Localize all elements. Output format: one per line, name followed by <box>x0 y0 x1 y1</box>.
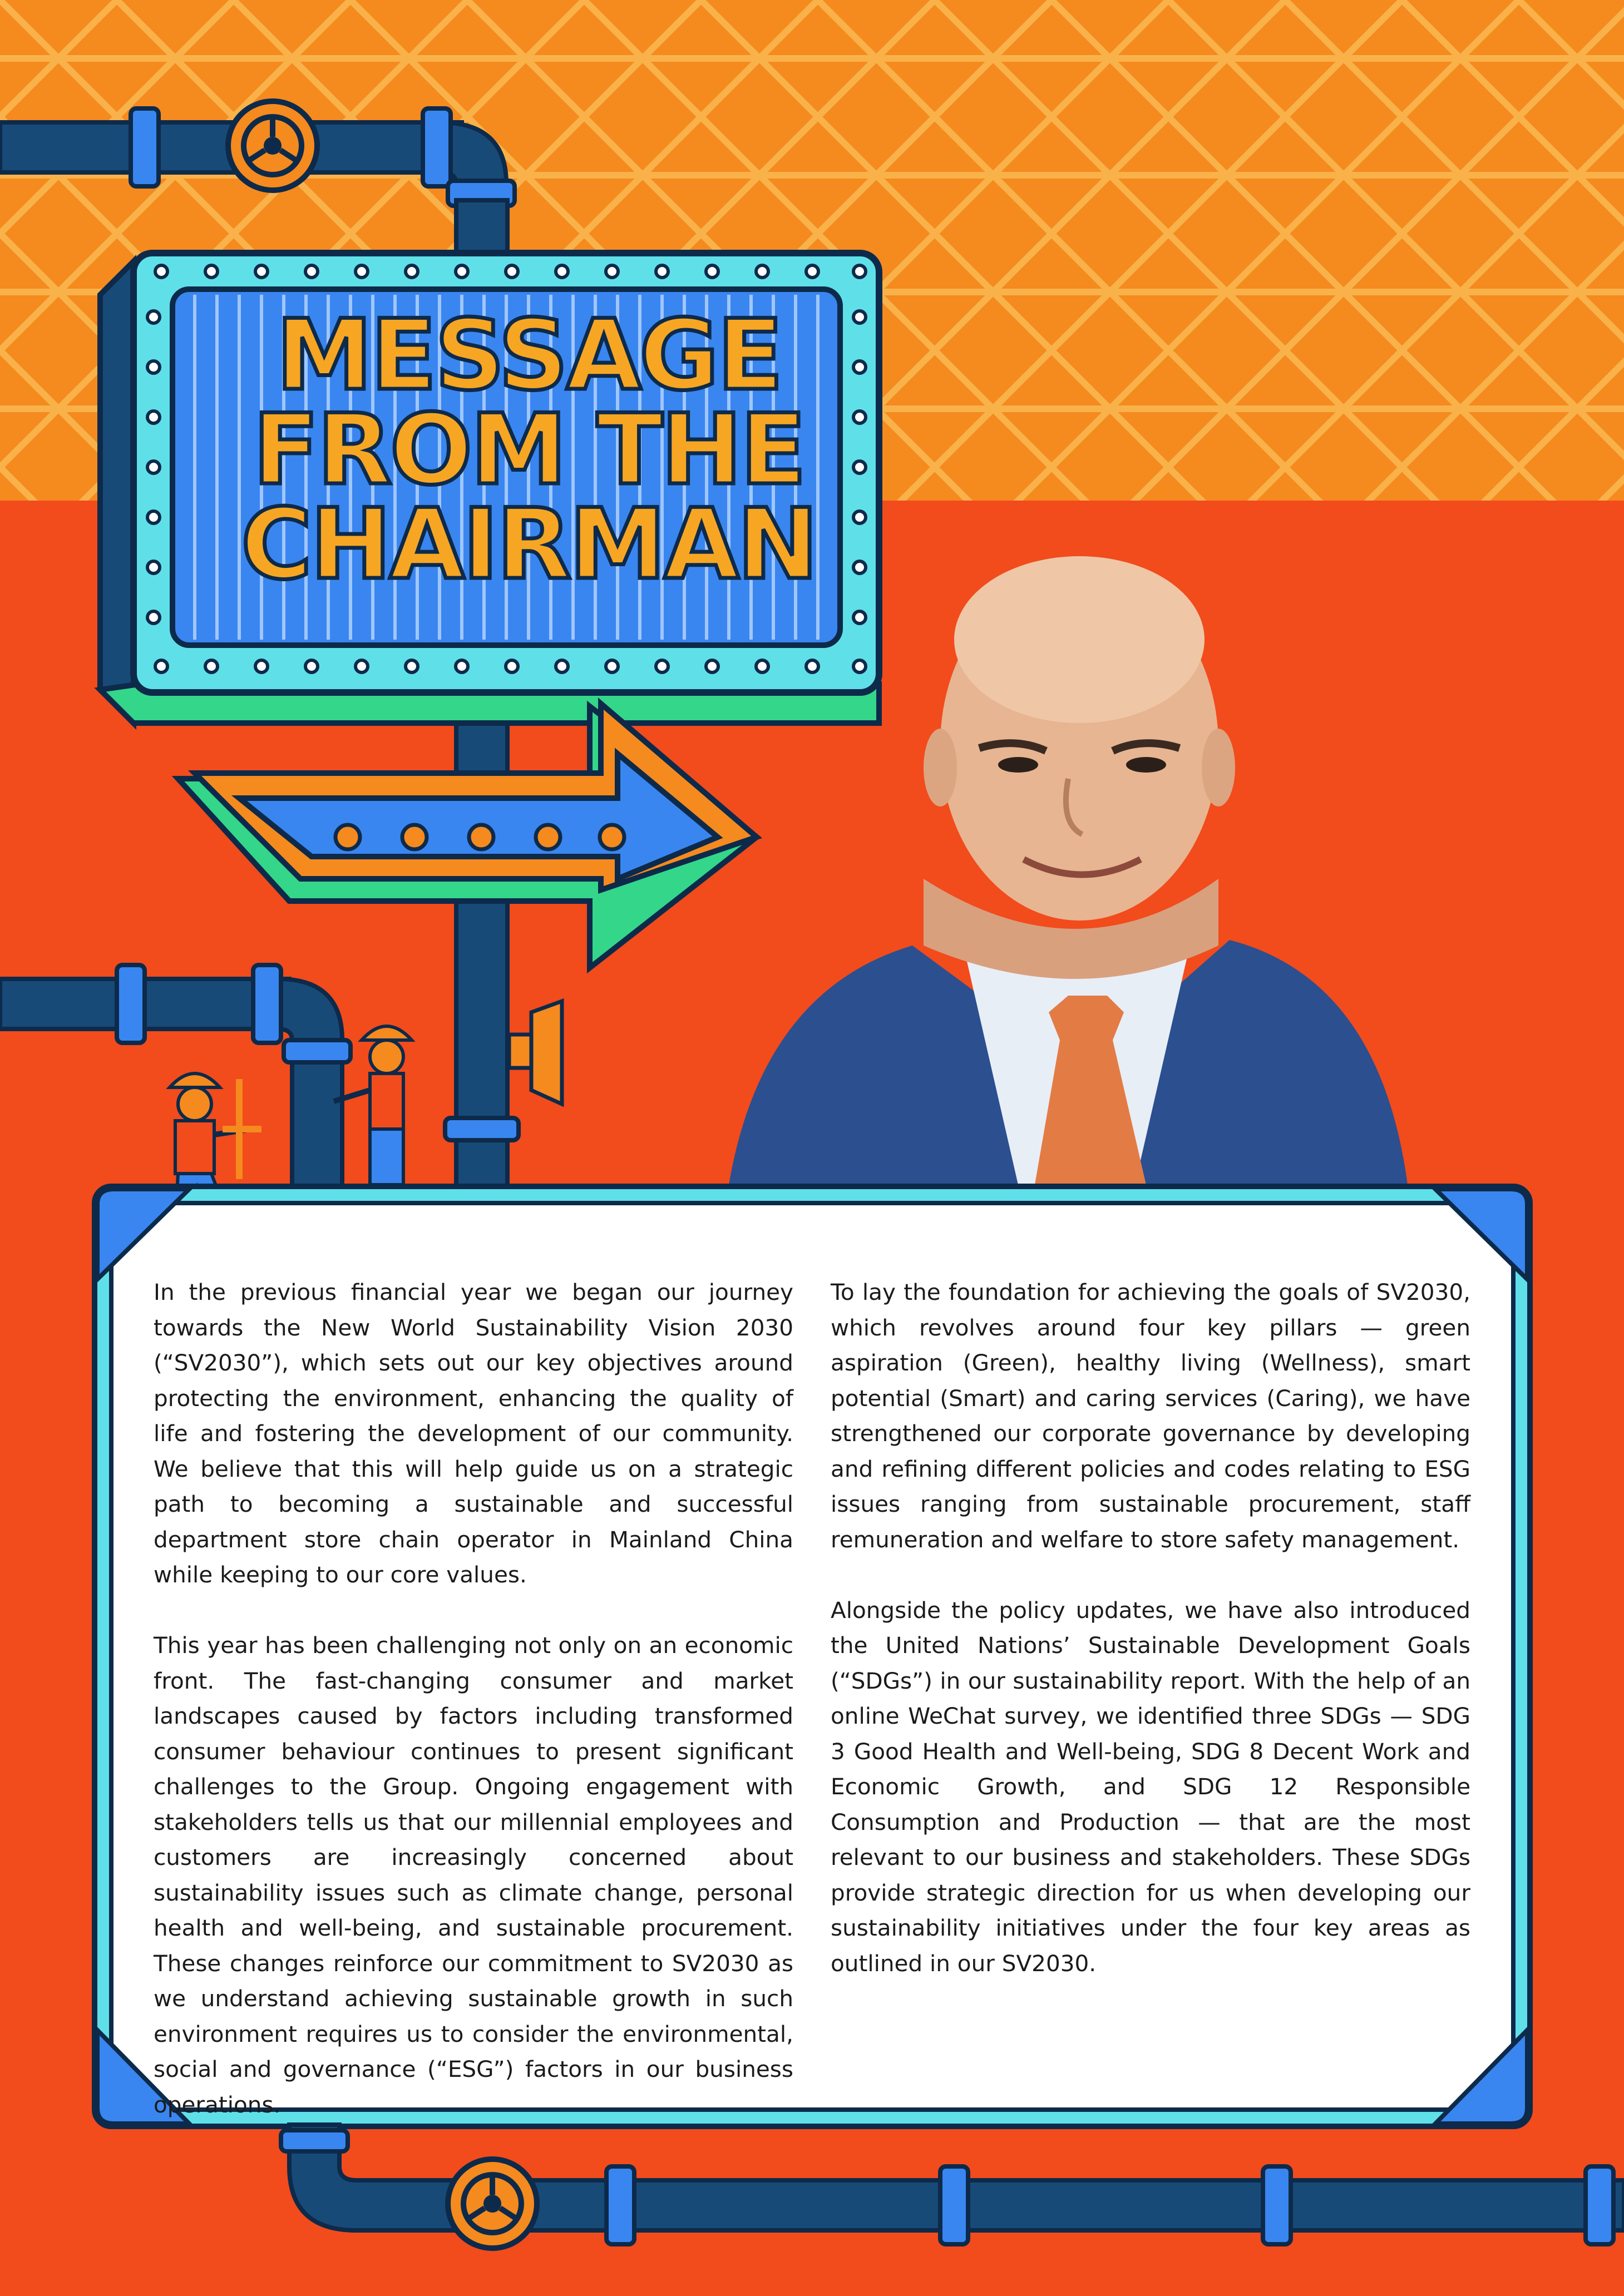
paragraph: This year has been challenging not only on an economic front. The fast-changing consumer and market landscapes caused by factors including transformed consumer behaviour continues to present significant challenges to the Group. Ongoing engagement with stakeholders tells us that our millennial employees and customers are increasingly concerned about sustainability issues such as climate change, personal health and well-being, and sustainable procurement. These changes reinforce our commitment to SV2030 as we understand achieving sustainable growth in such environment requires us to consider the environmental, social and governance (“ESG”) factors in our business operations. <box>154 1632 793 2118</box>
title-line: MESSAGE <box>275 299 782 412</box>
left-column <box>154 1275 793 2158</box>
paragraph: To lay the foundation for achieving the goals of SV2030, which revolves around four key pillars — green aspiration (Green), healthy living (Wellness), smart potential (Smart) and caring services (Caring), we have strengthened our corporate governance by developing and refining different policies and codes relating to ESG issues ranging from sustainable procurement, staff remuneration and welfare to store safety management. <box>831 1279 1470 1553</box>
title-line: FROM THE <box>253 394 804 507</box>
title-line: CHAIRMAN <box>240 488 817 601</box>
valve-icon <box>509 1001 562 1104</box>
valve-wheel-icon <box>448 2159 537 2248</box>
page-title <box>178 299 879 601</box>
paragraph: Alongside the policy updates, we have also introduced the United Nations’ Sustainable Development Goals (“SDGs”) in our sustainability report. With the help of an online WeChat survey, we identified three SDGs — SDG 3 Good Health and Well-being, SDG 8 Decent Work and Economic Growth, and SDG 12 Responsible Consumption and Production — that are the most relevant to our business and stakeholders. These SDGs provide strategic direction for us when developing our sustainability initiatives under the four key areas as outlined in our SV2030. <box>831 1596 1470 1977</box>
message-body <box>154 1275 1500 2118</box>
top-pipe <box>0 101 515 256</box>
paragraph: In the previous financial year we began our journey towards the New World Sustainability Vision 2030 (“SV2030”), which sets out our key objectives around protecting the environment, enhancing the quality of life and fostering the development of our community. We believe that this will help guide us on a strategic path to becoming a sustainable and successful department store chain operator in Mainland China while keeping to our core values. <box>154 1279 793 1588</box>
valve-wheel-icon <box>228 101 317 190</box>
right-column <box>831 1275 1470 2017</box>
